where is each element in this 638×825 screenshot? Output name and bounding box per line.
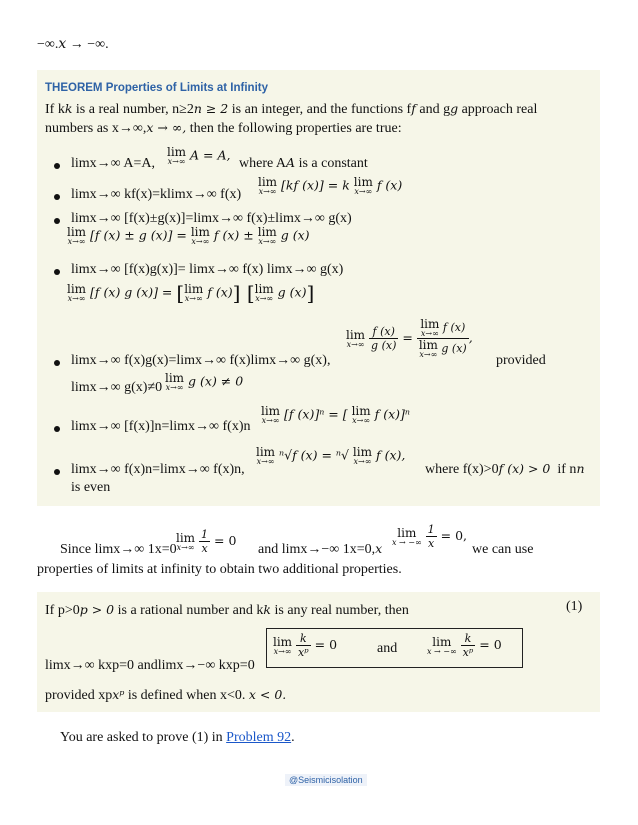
since-math-b: lim 𝑥 → −∞ $\frac{1}{\text{𝑥}}$ = 0, [392,523,468,550]
since-text-and: and limx→−∞ 1x=0,𝑥 [258,541,383,557]
property-product-text: limx→∞ [f(x)g(x)]= limx→∞ f(x) limx→∞ g(x) [71,262,344,277]
theorem-intro-line1: If k𝑘 is a real number, n≥2𝑛 ≥ 2 is an integer, and the functions f𝑓 and g𝑔 approach real [45,101,538,117]
since-text-b: we can use [472,542,534,557]
property-root-even: is even [71,480,111,495]
bullet [54,163,60,169]
property-product-math: lim 𝑥→∞ [𝑓 (𝑥) 𝑔 (𝑥)] = [ lim 𝑥→∞ 𝑓 (𝑥)] [ lim 𝑥→∞ 𝑔 (𝑥)] [67,281,315,305]
property-power-math: lim 𝑥→∞ [𝑓 (𝑥)]ⁿ = [ lim 𝑥→∞ 𝑓 (𝑥)]ⁿ [261,404,410,425]
boxed-and: and [377,641,398,656]
property-sum-text: limx→∞ [f(x)±g(x)]=limx→∞ f(x)±limx→∞ g(x) [71,211,352,226]
problem-link[interactable]: Problem 92 [226,730,292,745]
property-sum-math: lim 𝑥→∞ [𝑓 (𝑥) ± 𝑔 (𝑥)] = lim 𝑥→∞ 𝑓 (𝑥) ± lim 𝑥→∞ 𝑔 (𝑥) [67,225,310,246]
bullet [54,269,60,275]
boxed-equation [266,628,523,668]
theorem-intro-line2: numbers as x→∞,𝑥 → ∞, then the following properties are true: [45,120,402,136]
property-root-math: lim 𝑥→∞ ⁿ√𝑓 (𝑥) = ⁿ√ lim 𝑥→∞ 𝑓 (𝑥), [256,445,406,466]
bullet [54,194,60,200]
property-quotient-provided: provided [496,353,546,368]
property-root-text: limx→∞ f(x)n=limx→∞ f(x)n, [71,462,245,477]
property-constant-text: limx→∞ A=A, [71,156,155,171]
since-text-a: Since limx→∞ 1x=0 [60,542,177,557]
property-scalar-text: limx→∞ kf(x)=klimx→∞ f(x) [71,187,242,202]
theorem-title: THEOREM Properties of Limits at Infinity [45,82,268,94]
boxed-limit-neg: lim 𝑥 → −∞ $\frac{\text{𝑘}}{\text{𝑥ᵖ}}$ = 0 [427,632,502,659]
watermark-credit[interactable]: @Seismicisolation [285,774,367,786]
property-constant-note: where A𝐴 is a constant [239,155,368,171]
bullet [54,218,60,224]
property-quotient-math: lim 𝑥→∞ $\frac{\text{𝑓 (𝑥)}}{\text{𝑔 (𝑥)}}$ = lim 𝑥→∞ 𝑓 (𝑥) lim 𝑥→∞ 𝑔 (𝑥) , [346,317,473,359]
property-quotient-text: limx→∞ f(x)g(x)=limx→∞ f(x)limx→∞ g(x), [71,353,331,368]
property-power-text: limx→∞ [f(x)]n=limx→∞ f(x)n [71,419,251,434]
bullet [54,469,60,475]
property-box-limit-text: limx→∞ kxp=0 andlimx→−∞ kxp=0 [45,658,255,673]
top-fragment: −∞.𝑥 → −∞. [37,37,109,52]
property-scalar-math: lim 𝑥→∞ [𝑘𝑓 (𝑥)] = 𝑘 lim 𝑥→∞ 𝑓 (𝑥) [258,175,403,196]
property-quotient-condition-math: lim 𝑥→∞ 𝑔 (𝑥) ≠ 0 [165,371,244,392]
bullet [54,360,60,366]
property-box-line1: If p>0𝑝 > 0 is a rational number and k𝑘 is any real number, then [45,602,409,618]
property-quotient-condition: limx→∞ g(x)≠0 [71,380,163,395]
bullet [54,426,60,432]
since-line2: properties of limits at infinity to obtain two additional properties. [37,562,402,577]
boxed-limit-pos: lim 𝑥→∞ $\frac{\text{𝑘}}{\text{𝑥ᵖ}}$ = 0 [273,632,338,659]
since-math-a: lim 𝑥→∞ $\frac{1}{\text{𝑥}}$ = 0 [176,528,237,555]
equation-number: (1) [566,599,583,614]
property-root-condition: where f(x)>0𝑓 (𝑥) > 0 if n𝑛 [425,461,585,477]
footer-text: You are asked to prove (1) in Problem 92. [60,730,295,745]
property-constant-math: lim 𝑥→∞ 𝐴 = 𝐴, [167,145,231,166]
property-box-provided: provided xp𝑥ᵖ is defined when x<0. 𝑥 < 0. [45,687,287,703]
